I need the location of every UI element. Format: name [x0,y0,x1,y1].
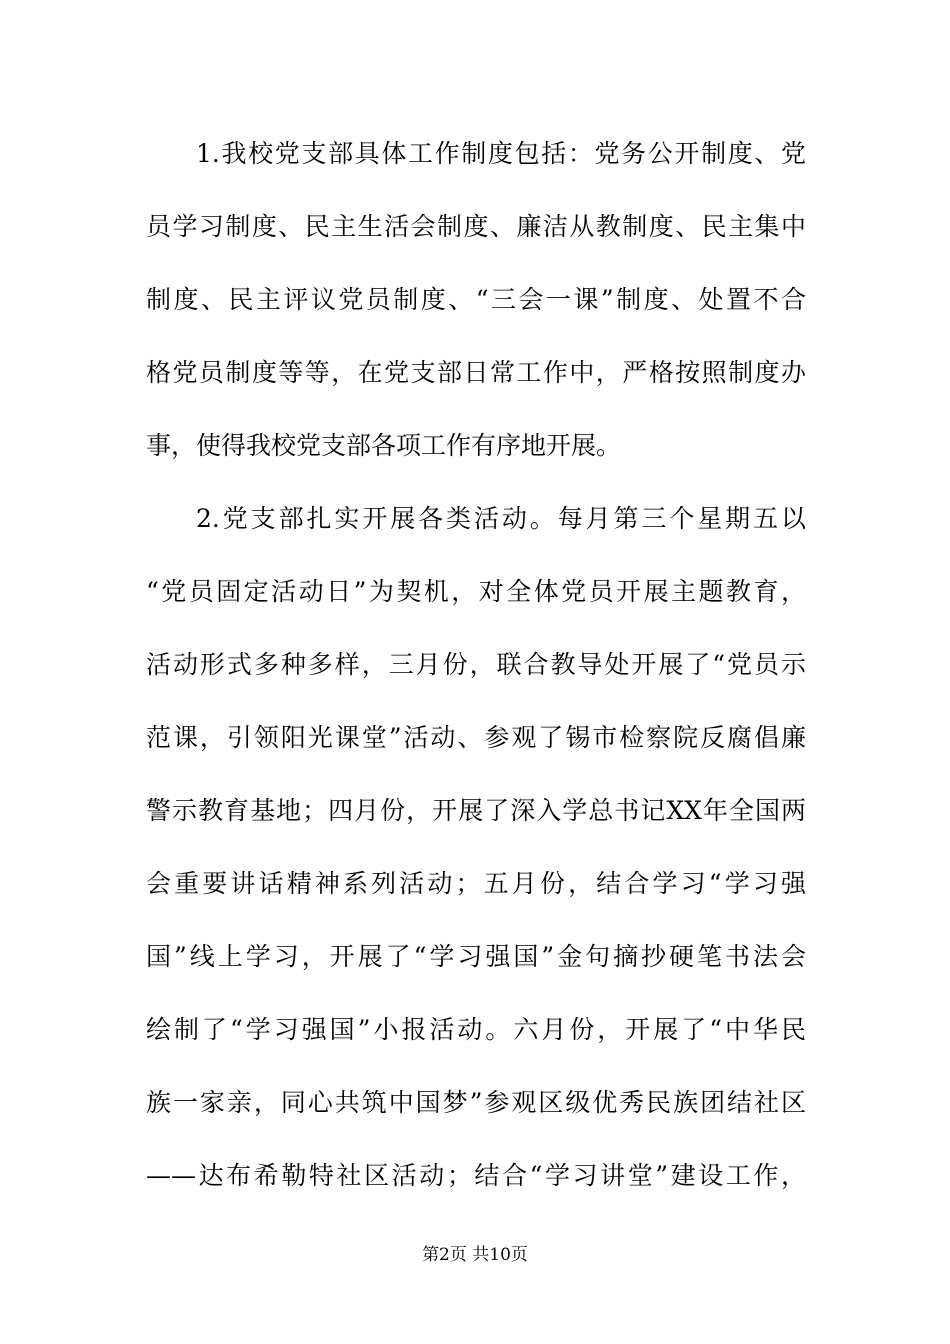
text-line: 族一家亲，同心共筑中国梦”参观区级优秀民族团结社区 [146,1088,806,1117]
text-line: 国”线上学习，开展了“学习强国”金句摘抄硬笔书法会 [146,942,806,971]
text-line: 范课，引领阳光课堂”活动、参观了锡市检察院反腐倡廉 [146,723,806,752]
paragraph-1 [146,128,806,493]
text-line: 事，使得我校党支部各项工作有序地开展。 [146,431,622,460]
text-line: 格党员制度等等，在党支部日常工作中，严格按照制度办 [146,358,806,387]
document-body [146,128,806,1223]
text-line: 2.党支部扎实开展各类活动。每月第三个星期五以 [196,504,806,533]
text-line: 活动形式多种多样，三月份，联合教导处开展了“党员示 [146,650,806,679]
page-number-footer: 第2页 共10页 [422,1245,528,1265]
text-line: 制度、民主评议党员制度、“三会一课”制度、处置不合 [146,285,806,314]
text-line: 会重要讲话精神系列活动；五月份，结合学习“学习强 [146,869,806,898]
text-line: 警示教育基地；四月份，开展了深入学总书记XX年全国两 [146,796,806,825]
paragraph-2 [146,493,806,1223]
text-line: 绘制了“学习强国”小报活动。六月份，开展了“中华民 [146,1015,806,1044]
text-line: 1.我校党支部具体工作制度包括：党务公开制度、党 [196,139,806,168]
text-line: 员学习制度、民主生活会制度、廉洁从教制度、民主集中 [146,212,806,241]
text-line: “党员固定活动日”为契机，对全体党员开展主题教育， [146,577,806,606]
text-line: ——达布希勒特社区活动；结合“学习讲堂”建设工作， [146,1161,806,1190]
